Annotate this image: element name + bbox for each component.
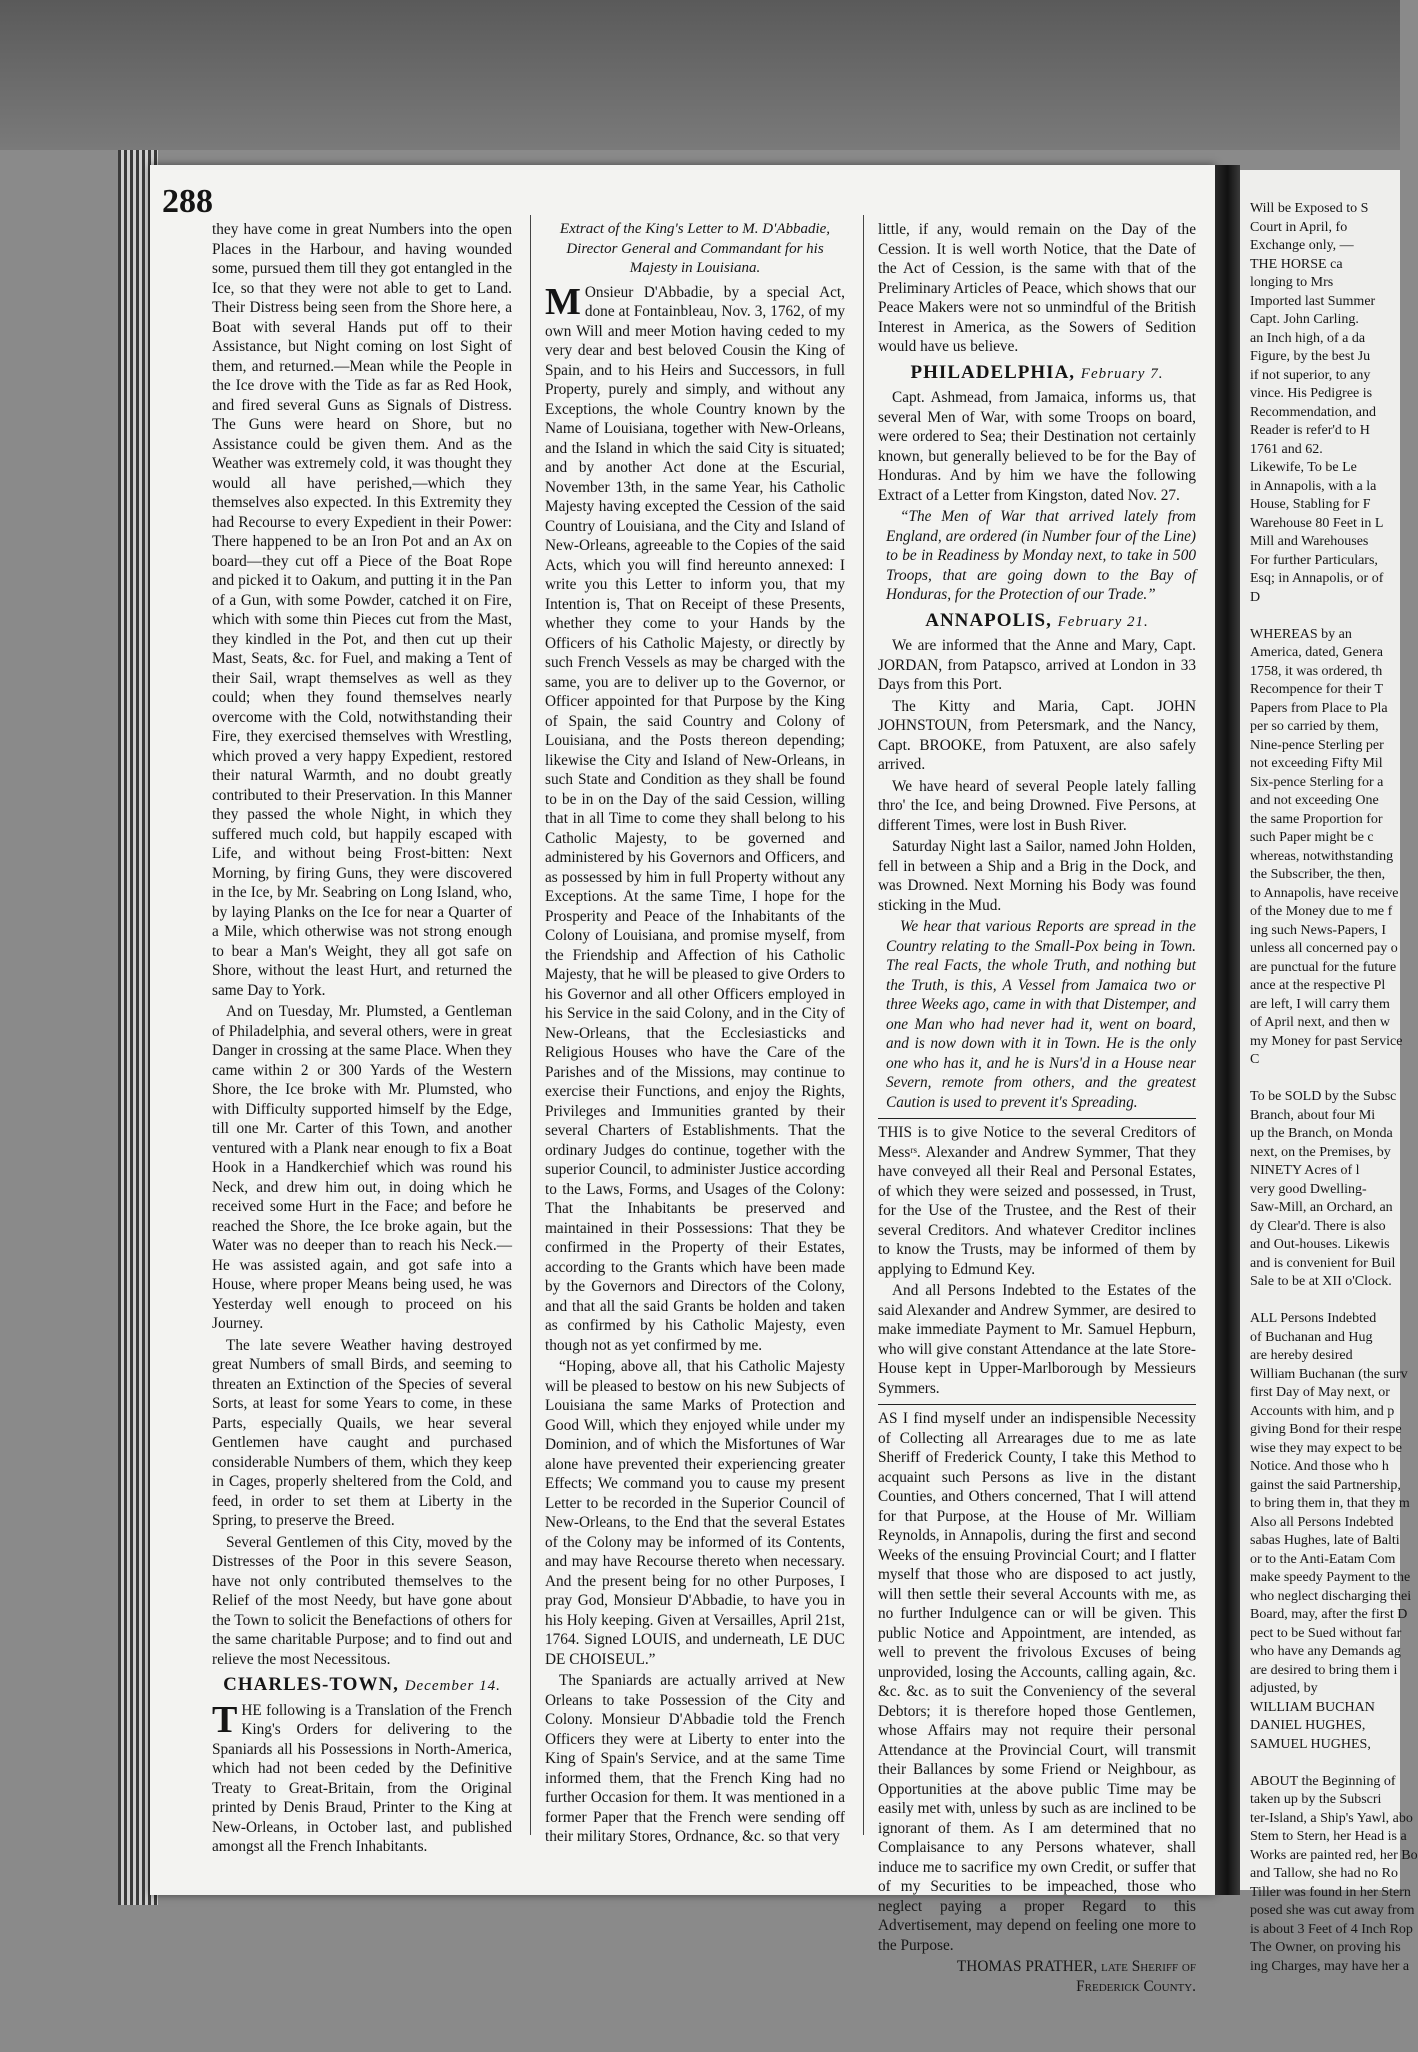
column-rule [863,215,864,1835]
advertisement [878,1118,1196,1398]
facing-page-line: next, on the Premises, by [1250,1144,1391,1160]
dateline-date: February 21. [1057,613,1149,630]
facing-page-line: per so carried by them, [1250,719,1379,734]
article-text-body: Onsieur D'Abbadie, by a special Act, done at Fontainbleau, Nov. 3, 1762, of my own Will and meer Motion having ceded to my very dear and best beloved Cousin the King of Spain, and to his Heirs and Successors, in full Property, purely and simply, and without any Exceptions, the whole Country known by the Name of Louisiana, together with New-Orleans, and the Island in which the said City is situated; and by another Act done at the Escurial, November 13th, in the same Year, his Catholic Majesty having excepted the Cession of the said Country of Louisiana, and the City and Island of New-Orleans, agreeable to the Copies of the said Acts, which you will find hereunto annexed: I write you this Letter to inform you, that my Intention is, That on Receipt of these Presents, whether they come to your Hands by the Officers of his Catholic Majesty, or directly by such French Vessels as may be charged with the same, you are to deliver up to the Governor, or Officer appointed for that Purpose by the King of Spain, the said Country and Colony of Louisiana, and the Posts thereon depending; likewise the City and Island of New-Orleans, in such State and Condition as they shall be found to be in on the Day of the said Cession, willing that in all Time to come they shall belong to his Catholic Majesty, to be governed and administered by his Governors and Officers, and as possessed by him in full Property without any Exceptions. At the same Time, I hope for the Prosperity and Peace of the Inhabitants of the Colony of Louisiana, and promise myself, from the Friendship and Affection of his Catholic Majesty, that he will be pleased to give Orders to his Governor and all other Officers employed in his Service in the said Colony, and in the City of New-Orleans, that the Ecclesiasticks and Religious Houses who have the Care of the Parishes and of the Missions, may continue to exercise their Functions, and enjoy the Rights, Privileges and Immunities granted by their several Charters of Establishments. That the ordinary Judges do continue, together with the superior Council, to administer Justice according to the Laws, Forms, and Usages of the Colony: That the Inhabitants be preserved and maintained in their Possessions: That they be confirmed in the Property of their Estates, according to the Grants which have been made by the Governors and Directors of the Colony, and that all the said Grants be holden and taken as confirmed by his Catholic Majesty, even though not as yet confirmed by me. [545,283,845,1354]
facing-page-line: gainst the said Partnership, [1250,1477,1401,1493]
facing-page-line: Esq; in Annapolis, or of [1250,571,1384,586]
article-text: Capt. Ashmead, from Jamaica, informs us, that several Men of War, with some Troops on board, were ordered to Sea; their Destination not certainly known, but generally believed to be for the Bay of Honduras. And by him we have the following Extract of a Letter from Kingston, dated Nov. 27. [878,389,1196,504]
facing-page-line [1250,1754,1400,1773]
article-text-body: HE following is a Translation of the French King's Orders for delivering to the Spaniards all his Possessions in North-America, which had not been ceded by the Definitive Treaty to Great-Britain, from the Original printed by Denis Braud, Printer to the King at New-Orleans, in October last, and published amongst all the French Inhabitants. [212,1701,512,1855]
facing-page-line: WILLIAM BUCHAN [1250,1699,1375,1715]
facing-page-line: Sale to be at XII o'Clock. [1250,1274,1392,1289]
facing-page-line: to Annapolis, have receive [1250,885,1399,901]
drop-cap: T [212,1698,238,1741]
facing-page-line: ance at the respective Pl [1250,978,1386,993]
ad-text: And all Persons Indebted to the Estates of the said Alexander and Andrew Symmer, are desired to make immediate Payment to Mr. Samuel Hepburn, who will give constant Attendance at the late Store-House kept in Upper-Marlborough by Messieurs Symmers. [878,1282,1196,1397]
dateline [878,363,1196,385]
facing-page-line: unless all concerned pay o [1250,941,1398,956]
facing-page-line: Figure, by the best Ju [1250,349,1371,364]
facing-page-line: not exceeding Fifty Mil [1250,756,1383,771]
facing-page-line: To be SOLD by the Subsc [1250,1089,1397,1104]
facing-page-line: THE HORSE ca [1250,256,1343,272]
facing-page-line: Notice. And those who h [1250,1459,1389,1474]
facing-page-line: Court in April, fo [1250,219,1348,235]
facing-page-line: Works are painted red, her Bo [1250,1847,1418,1863]
facing-page-line: C [1250,1052,1260,1067]
newspaper-page [150,165,1215,1995]
column-1 [212,220,512,1859]
article-text: Saturday Night last a Sailor, named John Holden, fell in between a Ship and a Brig in the Dock, and was Drowned. Next Morning his Body was found sticking in the Mud. [878,838,1196,914]
facing-page-line: up the Branch, on Monda [1250,1126,1393,1141]
facing-page-line: Board, may, after the first D [1250,1607,1408,1622]
dateline [212,1675,512,1697]
article-text: We have heard of several People lately falling thro' the Ice, and being Drowned. Five Persons, at different Times, were lost in Bush River. [878,777,1196,834]
facing-page-line: wise they may expect to be [1250,1440,1403,1456]
facing-page-line: first Day of May next, or [1250,1385,1390,1400]
facing-page-line: my Money for past Service [1250,1033,1403,1049]
facing-page-line: NINETY Acres of l [1250,1163,1360,1178]
dateline-city: PHILADELPHIA, [910,361,1076,383]
facing-page-line: if not superior, to any [1250,367,1371,383]
facing-page-line: 1761 and 62. [1250,441,1323,457]
advertisement [878,1404,1196,1996]
dateline-city: CHARLES-TOWN, [223,1674,399,1695]
ad-text: THIS is to give Notice to the several Creditors of Messʳˢ. Alexander and Andrew Symmer, That they have conveyed all their Real and Personal Estates, of which they were seized and possessed, in Trust, for the Use of the Trustee, and the Rest of their several Creditors. And whatever Creditor inclines to know the Trusts, may be informed of them by applying to Edmund Key. [878,1124,1196,1278]
facing-page-line: America, dated, Genera [1250,645,1383,660]
facing-page-line: adjusted, by [1250,1681,1318,1696]
facing-page-line: very good Dwelling- [1250,1181,1367,1197]
facing-page-line: 1758, it was ordered, th [1250,663,1383,679]
facing-page-line: vince. His Pedigree is [1250,386,1373,401]
article-text: Several Gentlemen of this City, moved by the Distresses of the Poor in this severe Season, have not only contributed themselves to the Relief of the most Needy, but have gone about the Town to solicit the Benefactions of others for the same charitable Purpose; and to find out and relieve the most Necessitous. [212,1533,512,1668]
facing-page-line: dy Clear'd. There is also [1250,1218,1386,1234]
facing-page-line: and is convenient for Buil [1250,1255,1396,1271]
facing-page-line: ing such News-Papers, I [1250,922,1387,938]
facing-page-line: posed she was cut away from [1250,1903,1415,1918]
facing-page-line: an Inch high, of a da [1250,330,1366,346]
facing-page-line: Accounts with him, and p [1250,1403,1395,1419]
drop-cap: M [545,280,581,323]
facing-page-line: and not exceeding One [1250,793,1379,808]
facing-page-line: who have any Demands ag [1250,1644,1401,1659]
article-text: The late severe Weather having destroyed great Numbers of small Birds, and seeming to threaten an Extinction of the Species of several Sorts, at least for some Years to come, in these Parts, especially Quails, we hear several Gentlemen have caught and purchased considerable Numbers of them, which they keep in Cages, properly sheltered from the Cold, and feed, in order to set them at Liberty in the Spring, to preserve the Breed. [212,1336,512,1529]
facing-page-line: Stem to Stern, her Head is a [1250,1829,1407,1844]
facing-page-line: Recompence for their T [1250,682,1384,697]
book-gutter [1215,165,1240,1895]
facing-page-line: in Annapolis, with a la [1250,478,1377,494]
facing-page-column [1250,200,1418,1976]
article-text: We are informed that the Anne and Mary, Capt. JORDAN, from Patapsco, arrived at London in 33 Days from this Port. [878,637,1196,693]
facing-page-line: are left, I will carry them [1250,996,1390,1012]
facing-page-line: D [1250,589,1261,605]
article-text: The Spaniards are actually arrived at New Orleans to take Possession of the City and Colony. Monsieur D'Abbadie told the French Officers they were at Liberty to enter into the King of Spain's Service, and at the same Time informed them, that the French King had no further Occasion for them. It was mentioned in a former Paper that the French were sending off their military Stores, Ordnance, &c. so that very [545,1672,845,1845]
article-text [545,280,845,1356]
facing-page-line: are hereby desired [1250,1348,1353,1363]
facing-page-line: SAMUEL HUGHES, [1250,1736,1371,1752]
facing-page-line: of April next, and then w [1250,1015,1390,1030]
background-top [0,0,1400,150]
facing-page-line: Likewife, To be Le [1250,460,1357,475]
facing-page-line: sabas Hughes, late of Balti [1250,1533,1400,1548]
column-2 [545,220,845,1849]
facing-page [1240,170,1418,1974]
facing-page-line: giving Bond for their respe [1250,1422,1402,1437]
article-text: “Hoping, above all, that his Catholic Majesty will be pleased to bestow on his new Subjects of Louisiana the same Marks of Protection and Good Will, which they enjoyed while under my Dominion, and of which the Misfortunes of War alone have prevented their experiencing greater Effects; We command you to cause my present Letter to be recorded in the Superior Council of New-Orleans, to the End that the several Estates of the Colony may be informed of its Contents, and may have Recourse thereto when necessary. And the present being for no other Purposes, I pray God, Monsieur D'Abbadie, to have you in his Holy keeping. Given at Versailles, April 21st, 1764. Signed LOUIS, and underneath, LE DUC DE CHOISEUL.” [545,1358,845,1668]
facing-page-line: of the Money due to me f [1250,904,1393,919]
facing-page-line: are punctual for the future [1250,959,1397,975]
facing-page-line: Nine-pence Sterling per [1250,737,1384,753]
facing-page-line: ALL Persons Indebted [1250,1311,1377,1326]
facing-page-line: ing Charges, may have her a [1250,1958,1410,1974]
facing-page-line: whereas, notwithstanding [1250,848,1394,864]
facing-page-line: Reader is refer'd to H [1250,423,1370,438]
facing-page-line [1250,1070,1400,1089]
ad-text: AS I find myself under an indispensible Necessity of Collecting all Arrearages due to me as late Sheriff of Frederick County, I take this Method to acquaint such Persons as live in the distant Counties, and Others concerned, That I will attend for that Purpose, at the House of Mr. William Reynolds, in Annapolis, during the first and second Weeks of the ensuing Provincial Court; and I flatter myself that those who are disposed to act justly, will then settle their several Accounts with me, as no further Indulgence can or will be given. This public Notice and Appointment, are intended, as well to prevent the frivolous Excuses of being unprovided, losing the Accounts, calling again, &c. &c. &c. as to suit the Conveniency of the several Debtors; it is therefore hoped those Gentlemen, whose Affairs may not require their personal Attendance at the Provincial Court, will transmit their Ballances by some Friend or Neighbour, as Opportunities at the above public Time may be easily met with, unless by such as are inclined to be ignorant of them. As I am determined that no Complaisance to any Persons whatever, shall induce me to sacrifice my own Credit, or suffer that of my Securities to be impeached, those who neglect paying a proper Regard to this Advertisement, may depend on feeling one more to the Purpose. [878,1410,1196,1954]
facing-page-line: Also all Persons Indebted [1250,1514,1394,1530]
facing-page-line: The Owner, on proving his [1250,1940,1401,1955]
facing-page-line: Saw-Mill, an Orchard, an [1250,1200,1393,1215]
quoted-letter: “The Men of War that arrived lately from England, are ordered (in Number four of the Line) to be in Readiness by Monday next, to take in 500 Troops, that are going down to the Bay of Honduras, for the Protection of our Trade.” [886,508,1196,603]
facing-page-line: Warehouse 80 Feet in L [1250,515,1384,531]
facing-page-line: Mill and Warehouses [1250,534,1369,549]
dateline-city: ANNAPOLIS, [925,609,1052,631]
facing-page-line: For further Particulars, [1250,552,1378,568]
ad-signature: THOMAS PRATHER, late Sheriff of Frederick County. [956,1958,1196,1995]
facing-page-line: Exchange only, — [1250,238,1354,253]
facing-page-line: WHEREAS by an [1250,626,1352,642]
facing-page-line: and Tallow, she had no Ro [1250,1866,1398,1881]
facing-page-line: Will be Exposed to S [1250,201,1369,216]
facing-page-line [1250,607,1400,626]
facing-page-line: and Out-houses. Likewis [1250,1237,1390,1252]
facing-page-line: make speedy Payment to the [1250,1570,1411,1585]
facing-page-line [1250,1292,1400,1311]
facing-page-line: the same Proportion for [1250,811,1383,827]
facing-page-line: longing to Mrs [1250,275,1334,290]
article-heading: Extract of the King's Letter to M. D'Abbadie, Director General and Commandant for his Majesty in Louisiana. [559,221,831,276]
column-rule [530,215,531,1835]
article-text: The Kitty and Maria, Capt. JOHN JOHNSTOUN, from Petersmark, and the Nancy, Capt. BROOKE, from Patuxent, are also safely arrived. [878,697,1196,773]
facing-page-line: Imported last Summer [1250,293,1376,309]
facing-page-line: such Paper might be c [1250,830,1374,845]
facing-page-line: of Buchanan and Hug [1250,1329,1373,1345]
facing-page-line: is about 3 Feet of 4 Inch Rop [1250,1921,1413,1937]
dateline-date: February 7. [1080,365,1164,382]
facing-page-line: Tiller was found in her Stern [1250,1884,1411,1900]
facing-page-line: William Buchanan (the surv [1250,1366,1408,1382]
column-3 [878,220,1196,1998]
facing-page-line: who neglect discharging thei [1250,1588,1412,1604]
facing-page-line: ABOUT the Beginning of [1250,1773,1396,1789]
notice-text: We hear that various Reports are spread in the Country relating to the Small-Pox being in Town. The real Facts, the whole Truth, and nothing but the Truth, is this, A Vessel from Jamaica two or three Weeks ago, came in with that Distemper, and one Man who had never had it, went on board, and is now down with it in Town. He is the only one who has it, and he is Nurs'd in a House near Severn, remote from others, and the greatest Caution is used to prevent it's Spreading. [886,918,1196,1111]
facing-page-line: pect to be Sued without far [1250,1625,1402,1641]
article-text: they have come in great Numbers into the open Places in the Harbour, and having wounded some, pursued them till they got entangled in the Ice, so that they were not able to get to Land. Their Distress being seen from the Shore here, a Boat with several Hands put off to their Assistance, but Night coming on lost Sight of them, and returned.—Mean while the People in the Ice drove with the Tide as far as Red Hook, and fired several Guns as Signals of Distress. The Guns were heard on Shore, but no Assistance could be given them. And as the Weather was extremely cold, it was thought they would all have perished,—which they themselves also expected. In this Extremity they had Recourse to every Expedient in their Power: There happened to be an Iron Pot and an Ax on board—they cut off a Piece of the Boat Rope and picked it to Oakum, and putting it in the Pan of a Gun, with some Powder, catched it on Fire, which with some thin Pieces cut from the Mast, they kindled in the Pot, and then cut up their Mast, Seats, &c. for Fuel, and making a Tent of their Sail, wrapt themselves as well as they could; when they found themselves nearly overcome with the Cold, notwithstanding their Fire, they exercised themselves with Wrestling, which proved a very happy Expedient, restored their natural Warmth, and no doubt greatly contributed to their Preservation. In this Manner they passed the whole Night, in which they suffered much cold, but happily escaped with Life, and without being Frost-bitten: Next Morning, by firing Guns, they were discovered in the Ice, by Mr. Seabring on Long Island, who, by laying Planks on the Ice for near a Quarter of a Mile, which otherwise was not strong enough to bear a Man's Weight, they all got safe on Shore, without the least Hurt, and returned the same Day to York. [212,221,512,999]
article-text [212,1698,512,1857]
dateline [878,611,1196,633]
facing-page-line: Recommendation, and [1250,404,1376,420]
facing-page-line: DANIEL HUGHES, [1250,1718,1366,1733]
facing-page-line: are desired to bring them i [1250,1662,1398,1678]
facing-page-line: Six-pence Sterling for a [1250,774,1384,790]
facing-page-line: Papers from Place to Pla [1250,700,1388,716]
facing-page-line: taken up by the Subscri [1250,1792,1382,1807]
facing-page-line: the Subscriber, the then, [1250,867,1386,882]
facing-page-line: Capt. John Carling. [1250,312,1359,327]
article-text: And on Tuesday, Mr. Plumsted, a Gentleman of Philadelphia, and several others, were in great Danger in crossing at the same Place. When they came within 2 or 300 Yards of the Western Shore, the Ice broke with Mr. Plumsted, who with Difficulty supported himself by the Edge, till one Mr. Carter of this Town, and another ventured with a Plank near enough to fix a Boat Hook in a Handkerchief which was round his Neck, and drew him out, in doing which he received some Hurt in the Face; and before he reached the Shore, the Ice broke again, but the Water was no deeper than to reach his Neck.—He was assisted again, and got safe into a House, where proper Means being used, he was Yesterday well enough to proceed on his Journey. [212,1003,512,1332]
facing-page-line: House, Stabling for F [1250,497,1371,512]
page-number: 288 [162,183,213,220]
facing-page-line: or to the Anti-Eatam Com [1250,1551,1396,1567]
facing-page-line: ter-Island, a Ship's Yawl, abo [1250,1810,1413,1826]
article-text: little, if any, would remain on the Day of the Cession. It is well worth Notice, that the Date of the Act of Cession, is the same with that of the Preliminary Articles of Peace, which shows that our Peace Makers were not so unmindful of the British Interest in America, as the Sowers of Sedition would have us believe. [878,221,1196,355]
facing-page-line: to bring them in, that they m [1250,1496,1410,1511]
facing-page-line: Branch, about four Mi [1250,1107,1376,1123]
dateline-date: December 14. [404,1678,501,1694]
